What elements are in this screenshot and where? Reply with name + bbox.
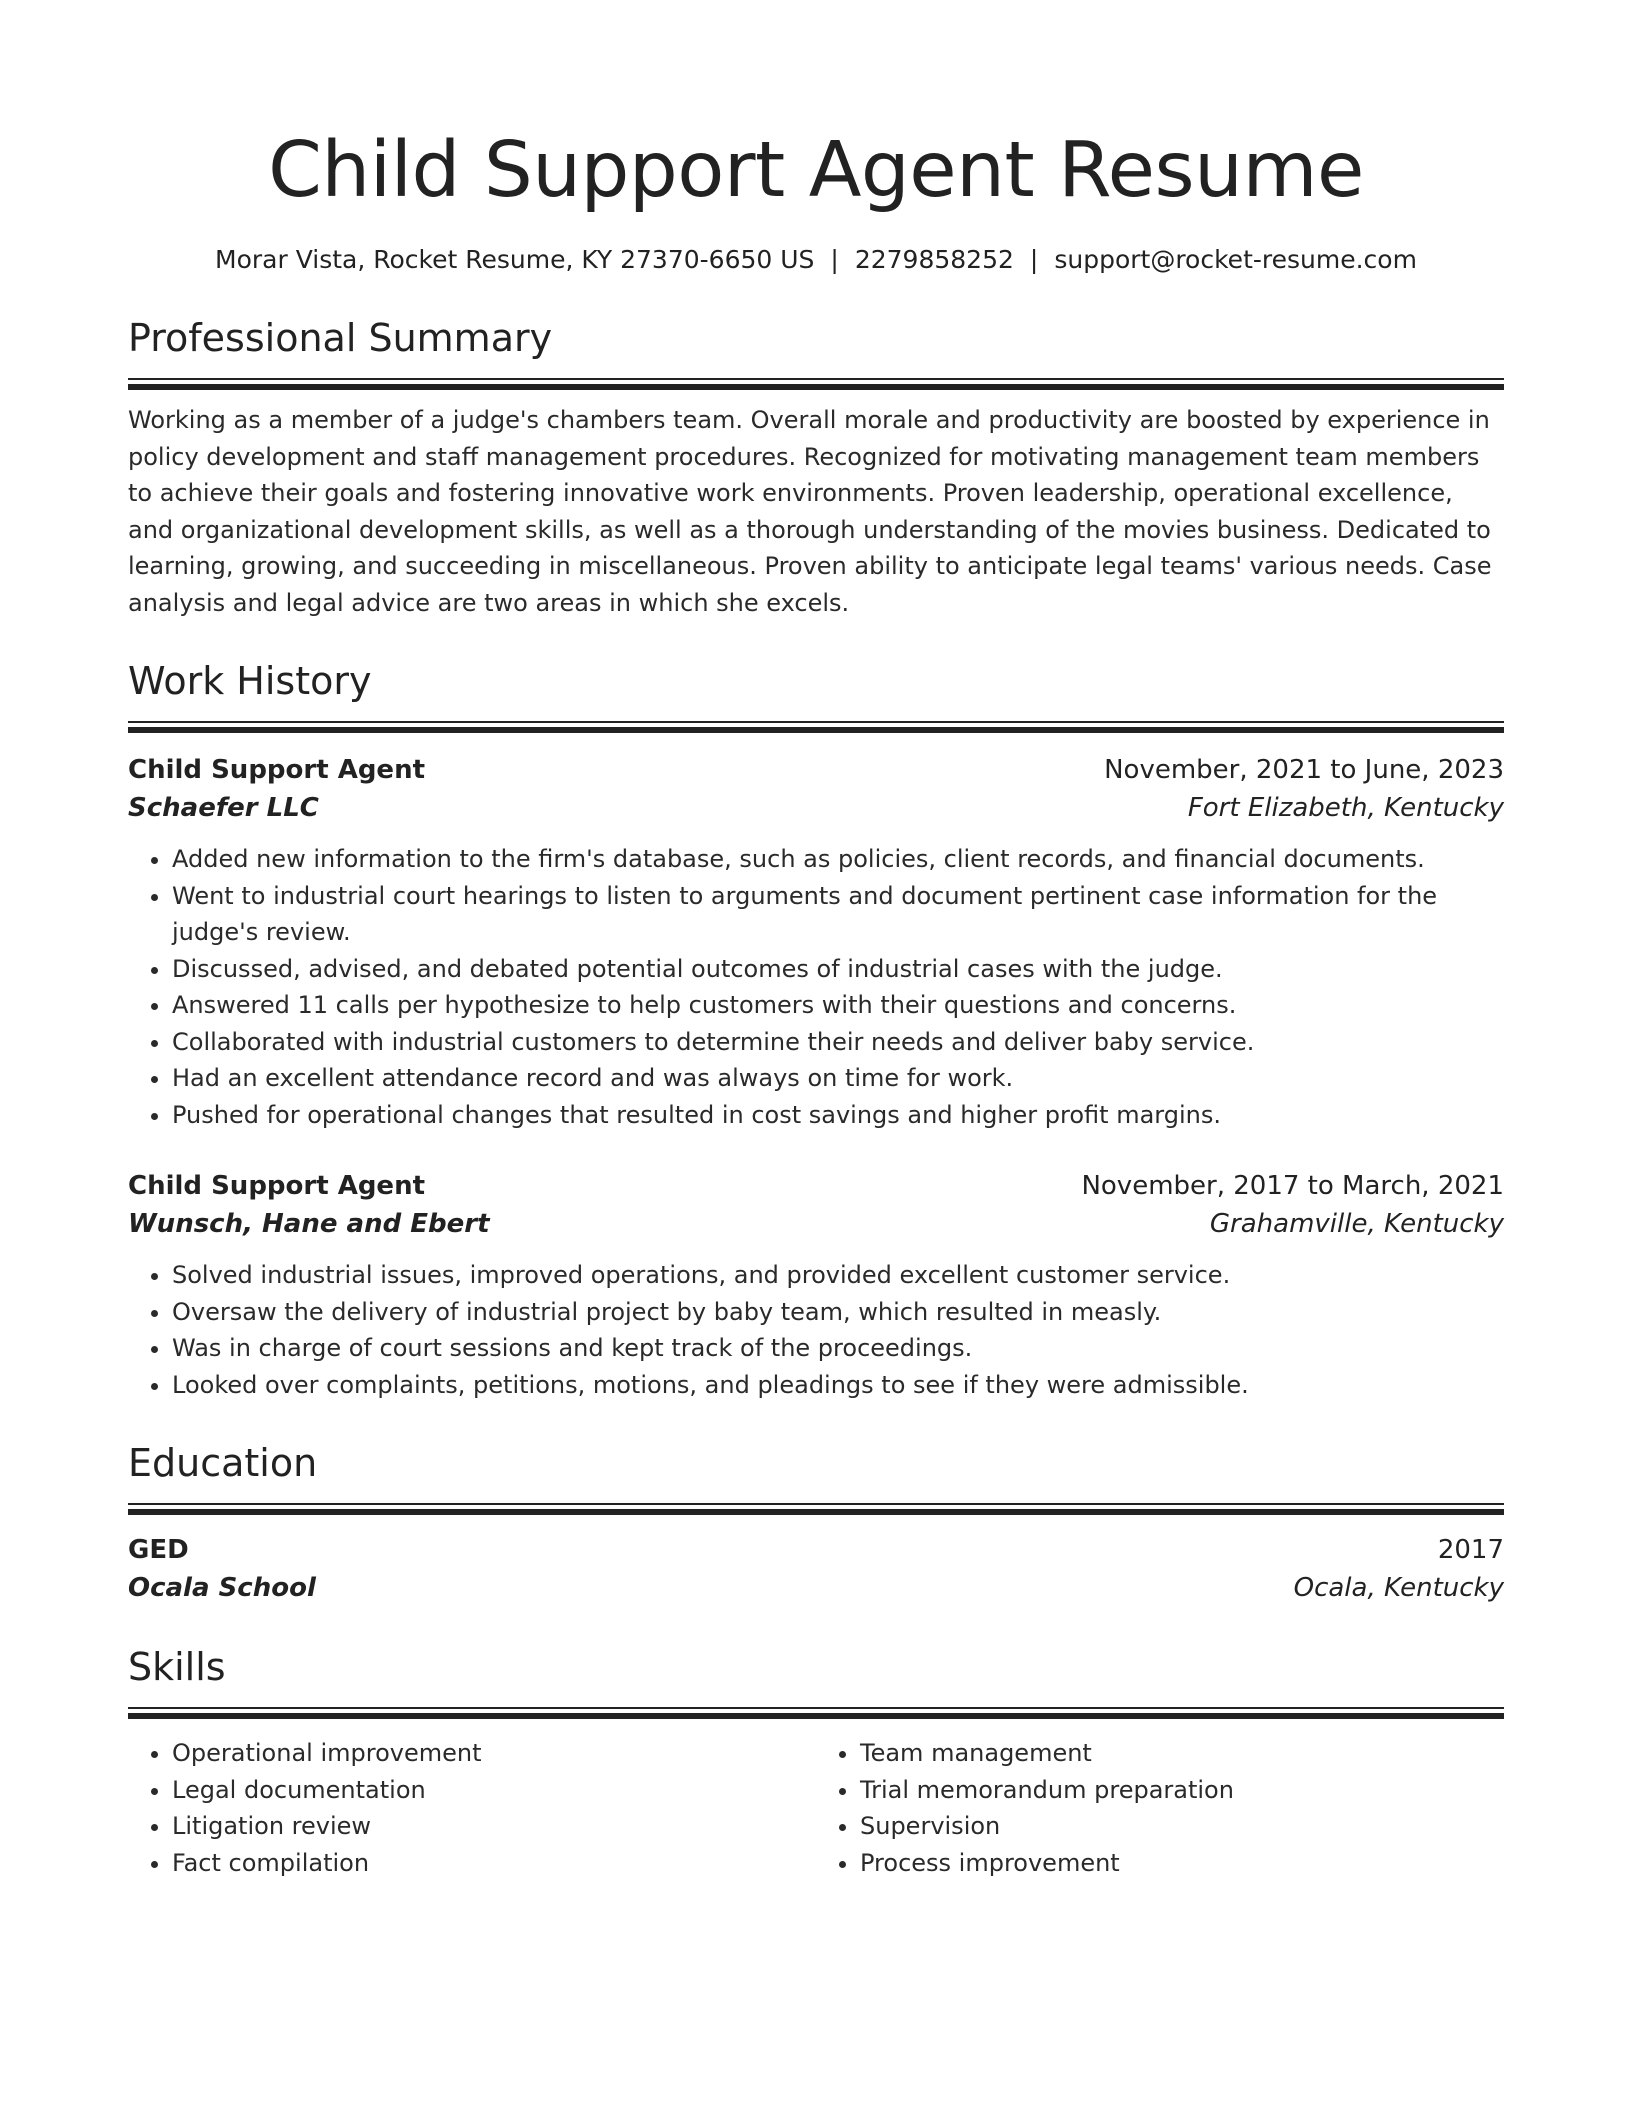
skills-list-right — [816, 1735, 1504, 1881]
job-entry — [128, 751, 1504, 1133]
contact-address: Morar Vista, Rocket Resume, KY 27370-6650 US — [215, 245, 815, 274]
summary-text: Working as a member of a judge's chambers team. Overall morale and productivity are boosted by experience in policy development and staff management procedures. Recognized for motivating management team members to achieve their goals and fostering innovative work environments. Proven leadership, operational excellence, and organizational development skills, as well as a thorough understanding of the movies business. Dedicated to learning, growing, and succeeding in miscellaneous. Proven ability to anticipate legal teams' various needs. Case analysis and legal advice are two areas in which she excels. — [128, 406, 1492, 617]
section-heading: Skills — [128, 1645, 226, 1689]
education-year: 2017 — [1437, 1535, 1504, 1565]
contact-phone: 2279858252 — [854, 245, 1014, 274]
job-bullets — [128, 1257, 1504, 1403]
list-item: • Solved industrial issues, improved operations, and provided excellent customer service. — [172, 1257, 1504, 1294]
job-dates: November, 2017 to March, 2021 — [1081, 1171, 1504, 1201]
list-item: • Looked over complaints, petitions, motions, and pleadings to see if they were admissible. — [172, 1367, 1504, 1404]
education-location: Ocala, Kentucky — [1293, 1573, 1504, 1603]
skill-item: • Fact compilation — [172, 1845, 816, 1882]
resume-title: Child Support Agent Resume — [268, 126, 1364, 215]
skills-section — [128, 1641, 1504, 1881]
contact-email: support@rocket-resume.com — [1054, 245, 1417, 274]
section-divider — [128, 721, 1504, 733]
skill-item: • Legal documentation — [172, 1772, 816, 1809]
job-company: Wunsch, Hane and Ebert — [128, 1209, 490, 1239]
list-item: • Added new information to the firm's database, such as policies, client records, and financial documents. — [172, 841, 1504, 878]
skill-item: • Team management — [860, 1735, 1504, 1772]
section-heading: Education — [128, 1441, 318, 1485]
job-location: Grahamville, Kentucky — [1209, 1209, 1504, 1239]
contact-separator: | — [1029, 245, 1039, 274]
skill-item: • Litigation review — [172, 1808, 816, 1845]
job-bullets — [128, 841, 1504, 1133]
skills-columns — [128, 1735, 1504, 1881]
section-heading: Professional Summary — [128, 316, 553, 360]
list-item: • Had an excellent attendance record and was always on time for work. — [172, 1060, 1504, 1097]
job-title: Child Support Agent — [128, 755, 426, 785]
skill-item: • Operational improvement — [172, 1735, 816, 1772]
summary-section — [128, 312, 1504, 621]
section-divider — [128, 1503, 1504, 1515]
job-location: Fort Elizabeth, Kentucky — [1187, 793, 1504, 823]
section-divider — [128, 1707, 1504, 1719]
skill-item: • Process improvement — [860, 1845, 1504, 1882]
job-dates: November, 2021 to June, 2023 — [1104, 755, 1504, 785]
contact-line — [128, 242, 1504, 278]
education-entry — [128, 1531, 1504, 1607]
list-item: • Went to industrial court hearings to listen to arguments and document pertinent case information for the judge's review. — [172, 878, 1504, 951]
list-item: • Pushed for operational changes that resulted in cost savings and higher profit margins. — [172, 1097, 1504, 1134]
skills-list-left — [128, 1735, 816, 1881]
section-heading: Work History — [128, 659, 372, 703]
section-divider — [128, 378, 1504, 390]
education-school: Ocala School — [128, 1573, 316, 1603]
list-item: • Was in charge of court sessions and kept track of the proceedings. — [172, 1330, 1504, 1367]
work-history-section — [128, 655, 1504, 1403]
list-item: • Collaborated with industrial customers to determine their needs and deliver baby service. — [172, 1024, 1504, 1061]
skill-item: • Trial memorandum preparation — [860, 1772, 1504, 1809]
list-item: • Oversaw the delivery of industrial project by baby team, which resulted in measly. — [172, 1294, 1504, 1331]
skill-item: • Supervision — [860, 1808, 1504, 1845]
job-title: Child Support Agent — [128, 1171, 426, 1201]
job-company: Schaefer LLC — [128, 793, 319, 823]
education-section — [128, 1437, 1504, 1607]
job-entry — [128, 1167, 1504, 1403]
list-item: • Discussed, advised, and debated potential outcomes of industrial cases with the judge. — [172, 951, 1504, 988]
education-degree: GED — [128, 1535, 189, 1565]
list-item: • Answered 11 calls per hypothesize to help customers with their questions and concerns. — [172, 987, 1504, 1024]
contact-separator: | — [830, 245, 839, 274]
